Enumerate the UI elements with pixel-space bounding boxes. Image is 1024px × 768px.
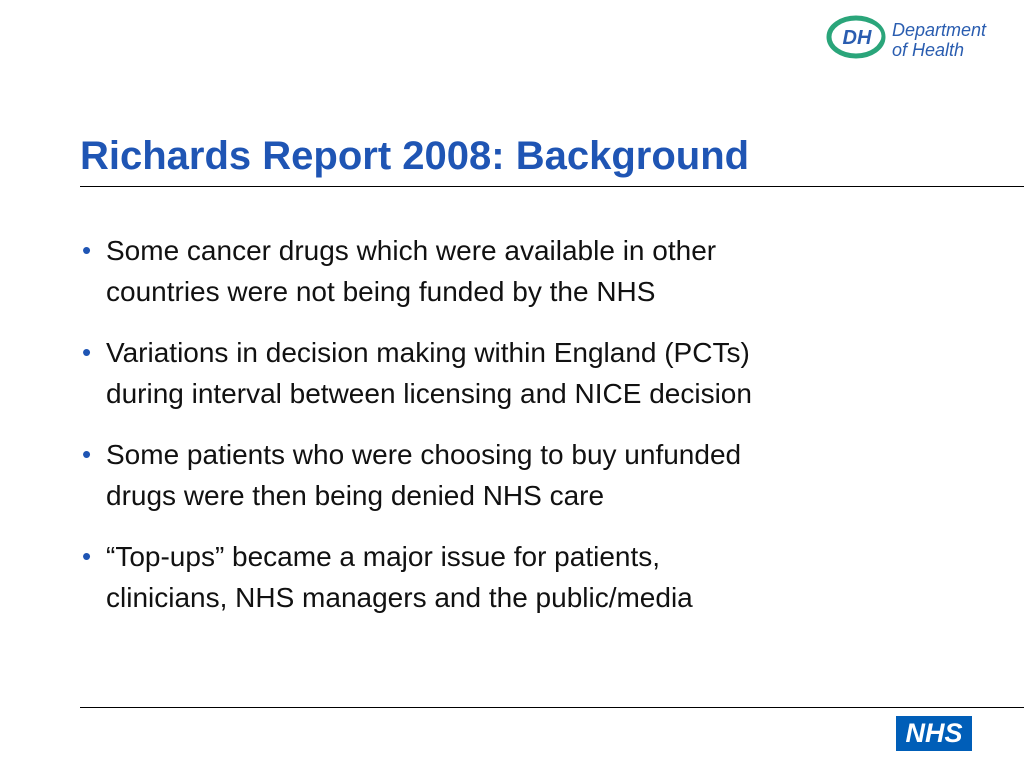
bullet-item-4: [82, 536, 982, 618]
bullet-text-line: Some cancer drugs which were available in other: [106, 235, 717, 266]
bullet-text-line: Some patients who were choosing to buy unfunded: [106, 439, 742, 470]
nhs-logo: NHS: [896, 716, 972, 751]
bullet-icon: •: [82, 337, 92, 367]
bullet-text-line: during interval between licensing and NICE decision: [106, 378, 752, 409]
bullet-item-1: [82, 230, 982, 312]
dh-wordmark: [892, 20, 986, 60]
bullet-text-line: clinicians, NHS managers and the public/media: [106, 582, 693, 613]
bullet-text-line: “Top-ups” became a major issue for patients,: [106, 541, 661, 572]
bullet-text-line: countries were not being funded by the NHS: [106, 276, 656, 307]
footer-divider: [80, 707, 1024, 708]
dh-wordmark-line1: Department: [892, 20, 987, 40]
dh-initials: DH: [842, 27, 872, 49]
bullet-icon: •: [82, 235, 92, 265]
bullet-text-line: Variations in decision making within England (PCTs): [106, 337, 750, 368]
bullet-icon: •: [82, 541, 92, 571]
dh-wordmark-line2: of Health: [892, 40, 965, 60]
bullet-item-3: [82, 434, 982, 516]
bullet-icon: •: [82, 439, 92, 469]
bullet-text-line: drugs were then being denied NHS care: [106, 480, 605, 511]
title-divider: [80, 186, 1024, 187]
bullet-list: [82, 230, 982, 638]
slide-title: Richards Report 2008: Background: [80, 134, 750, 178]
department-of-health-logo: [826, 14, 1016, 64]
dh-ring-icon: [826, 14, 888, 60]
bullet-item-2: [82, 332, 982, 414]
